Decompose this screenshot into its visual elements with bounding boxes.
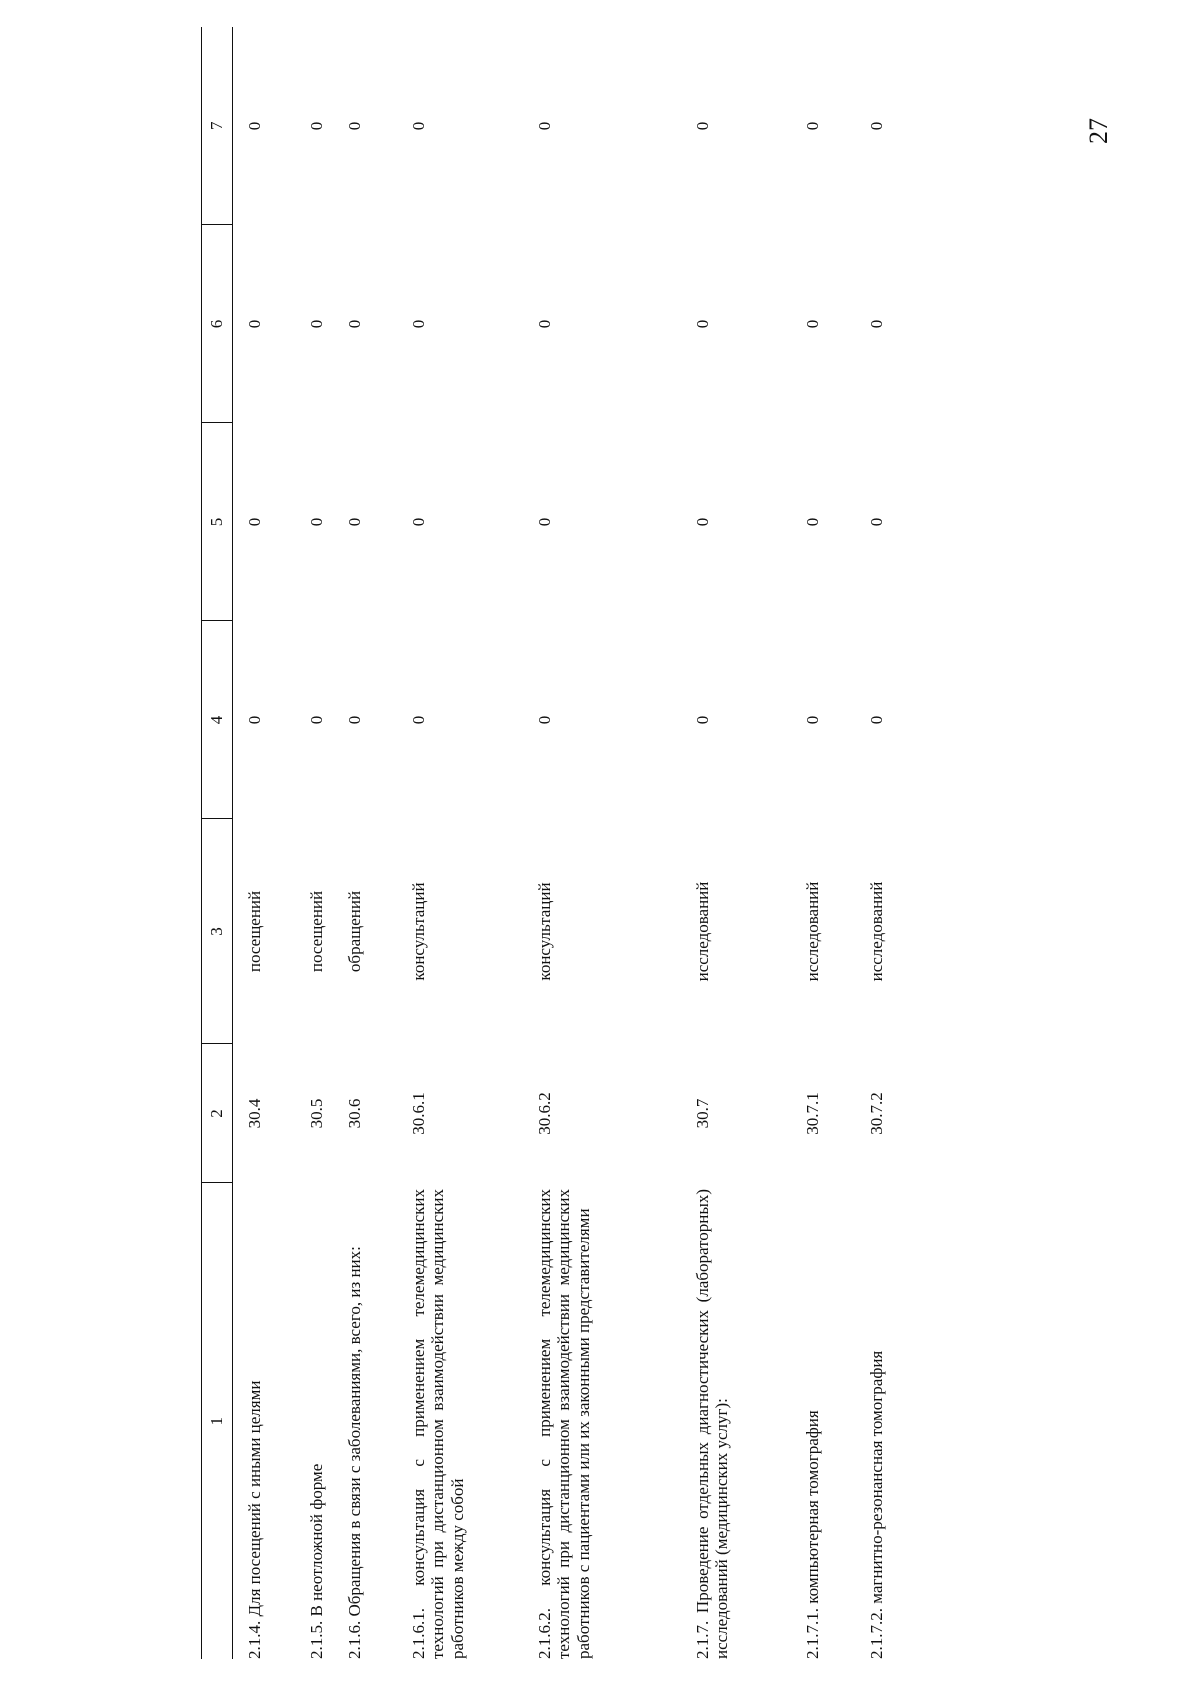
row-name: 2.1.6. Обращения в связи с заболеваниями, всего, из них: [344,1246,364,1659]
row-code: 30.7.1 [802,1092,822,1135]
row-value-col4: 0 [866,715,886,725]
row-value-col6: 0 [692,319,712,329]
row-code: 30.5 [306,1098,326,1129]
table-row [681,27,791,1659]
table-row [233,27,295,1659]
row-code: 30.7 [692,1098,712,1129]
column-header-2: 2 [202,1044,233,1183]
row-code: 30.4 [245,1098,264,1129]
row-unit: посещений [306,890,326,973]
row-unit: посещений [245,890,264,973]
row-value-col5: 0 [344,517,364,527]
row-value-col5: 0 [534,517,554,527]
row-unit: обращений [344,890,364,973]
row-value-col4: 0 [692,715,712,725]
row-value-col4: 0 [245,715,264,725]
row-value-col7: 0 [344,121,364,131]
row-name: 2.1.7. Проведение отдельных диагностических (лабораторных) исследований (медицинских услуг): [692,1189,732,1659]
row-value-col4: 0 [306,715,326,725]
row-value-col6: 0 [306,319,326,329]
table-row [791,27,855,1659]
row-value-col5: 0 [245,517,264,527]
data-table [201,27,919,1659]
row-value-col7: 0 [802,121,822,131]
row-value-col6: 0 [534,319,554,329]
row-value-col4: 0 [408,715,428,725]
row-value-col7: 0 [306,121,326,131]
row-name: 2.1.5. В неотложной форме [306,1463,326,1659]
row-name: 2.1.6.1. консультация с применением телемедицинских технологий при дистанционном взаимодействии медицинских работников между собой [408,1189,467,1659]
row-value-col7: 0 [866,121,886,131]
row-value-col5: 0 [408,517,428,527]
row-value-col4: 0 [534,715,554,725]
row-unit: исследований [692,881,712,982]
row-value-col5: 0 [802,517,822,527]
table-row [523,27,681,1659]
row-value-col7: 0 [692,121,712,131]
header-row [202,27,233,1659]
row-name: 2.1.6.2. консультация с применением телемедицинских технологий при дистанционном взаимодействии медицинских работников с пациентами или их законными представителями [534,1189,593,1659]
column-header-6: 6 [202,225,233,423]
table-header [202,27,233,1659]
table-row [333,27,397,1659]
row-code: 30.6.1 [408,1092,428,1135]
column-header-7: 7 [202,27,233,225]
data-table-container [201,121,983,1659]
row-value-col7: 0 [534,121,554,131]
row-value-col5: 0 [692,517,712,527]
row-unit: исследований [866,881,886,982]
row-value-col6: 0 [344,319,364,329]
row-value-col4: 0 [344,715,364,725]
row-code: 30.7.2 [866,1092,886,1135]
row-value-col4: 0 [802,715,822,725]
table-row [855,27,919,1659]
column-header-3: 3 [202,819,233,1044]
row-unit: консультаций [408,882,428,981]
row-value-col6: 0 [245,319,264,329]
column-header-4: 4 [202,621,233,819]
table-body [233,27,919,1659]
row-value-col5: 0 [866,517,886,527]
row-code: 30.6.2 [534,1092,554,1135]
row-name: 2.1.7.1. компьютерная томография [802,1410,822,1659]
row-value-col7: 0 [408,121,428,131]
row-name: 2.1.4. Для посещений с иными целями [245,1380,264,1659]
row-value-col6: 0 [408,319,428,329]
row-unit: консультаций [534,882,554,981]
row-code: 30.6 [344,1098,364,1129]
column-header-5: 5 [202,423,233,621]
row-value-col6: 0 [802,319,822,329]
row-name: 2.1.7.2. магнитно-резонансная томография [866,1350,886,1659]
row-value-col7: 0 [245,121,264,131]
column-header-1: 1 [202,1183,233,1659]
row-value-col6: 0 [866,319,886,329]
page-number: 27 [1084,118,1113,144]
table-row [295,27,333,1659]
row-unit: исследований [802,881,822,982]
table-row [397,27,523,1659]
row-value-col5: 0 [306,517,326,527]
